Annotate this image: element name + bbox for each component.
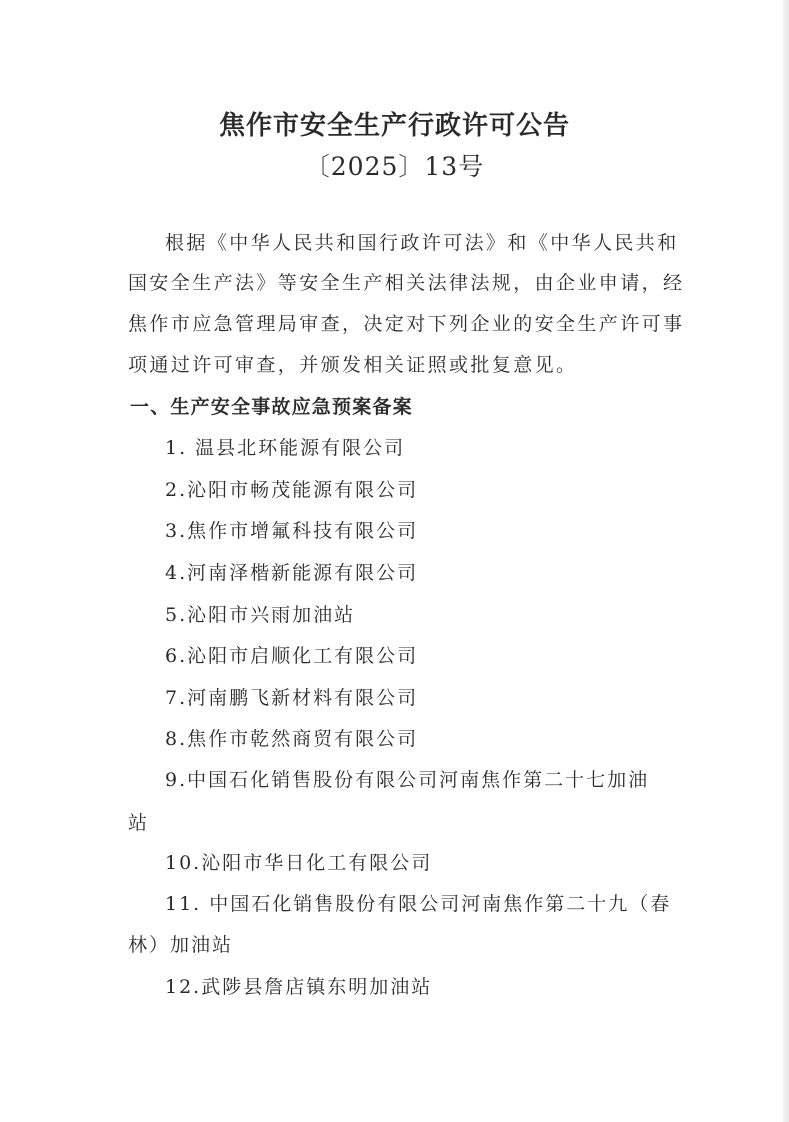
document-title: 焦作市安全生产行政许可公告: [218, 111, 570, 141]
intro-line-1: 根据《中华人民共和国行政许可法》和《中华人民共和: [165, 232, 679, 254]
list-item: 11. 中国石化销售股份有限公司河南焦作第二十九（春: [165, 893, 672, 915]
list-item: 7.河南鹏飞新材料有限公司: [165, 687, 419, 709]
list-item-continuation: 林）加油站: [128, 934, 234, 956]
list-item: 8.焦作市乾然商贸有限公司: [165, 728, 419, 750]
list-item: 2.沁阳市畅茂能源有限公司: [165, 479, 419, 501]
list-item: 10.沁阳市华日化工有限公司: [165, 852, 433, 874]
intro-line-2: 国安全生产法》等安全生产相关法律法规，由企业申请，经: [128, 272, 685, 294]
intro-line-3: 焦作市应急管理局审查，决定对下列企业的安全生产许可事: [128, 313, 685, 335]
list-item: 4.河南泽楷新能源有限公司: [165, 562, 419, 584]
list-item: 12.武陟县詹店镇东明加油站: [165, 976, 433, 998]
section-heading: 一、生产安全事故应急预案备案: [130, 396, 413, 418]
list-item: 5.沁阳市兴雨加油站: [165, 604, 356, 626]
list-item: 1. 温县北环能源有限公司: [165, 437, 406, 459]
list-item: 9.中国石化销售股份有限公司河南焦作第二十七加油: [165, 769, 650, 791]
list-item: 6.沁阳市启顺化工有限公司: [165, 645, 419, 667]
intro-line-4: 项通过许可审查，并颁发相关证照或批复意见。: [128, 354, 578, 376]
document-number: 〔2025〕13号: [304, 152, 485, 181]
list-item-continuation: 站: [128, 812, 150, 834]
list-item: 3.焦作市增氟科技有限公司: [165, 520, 419, 542]
